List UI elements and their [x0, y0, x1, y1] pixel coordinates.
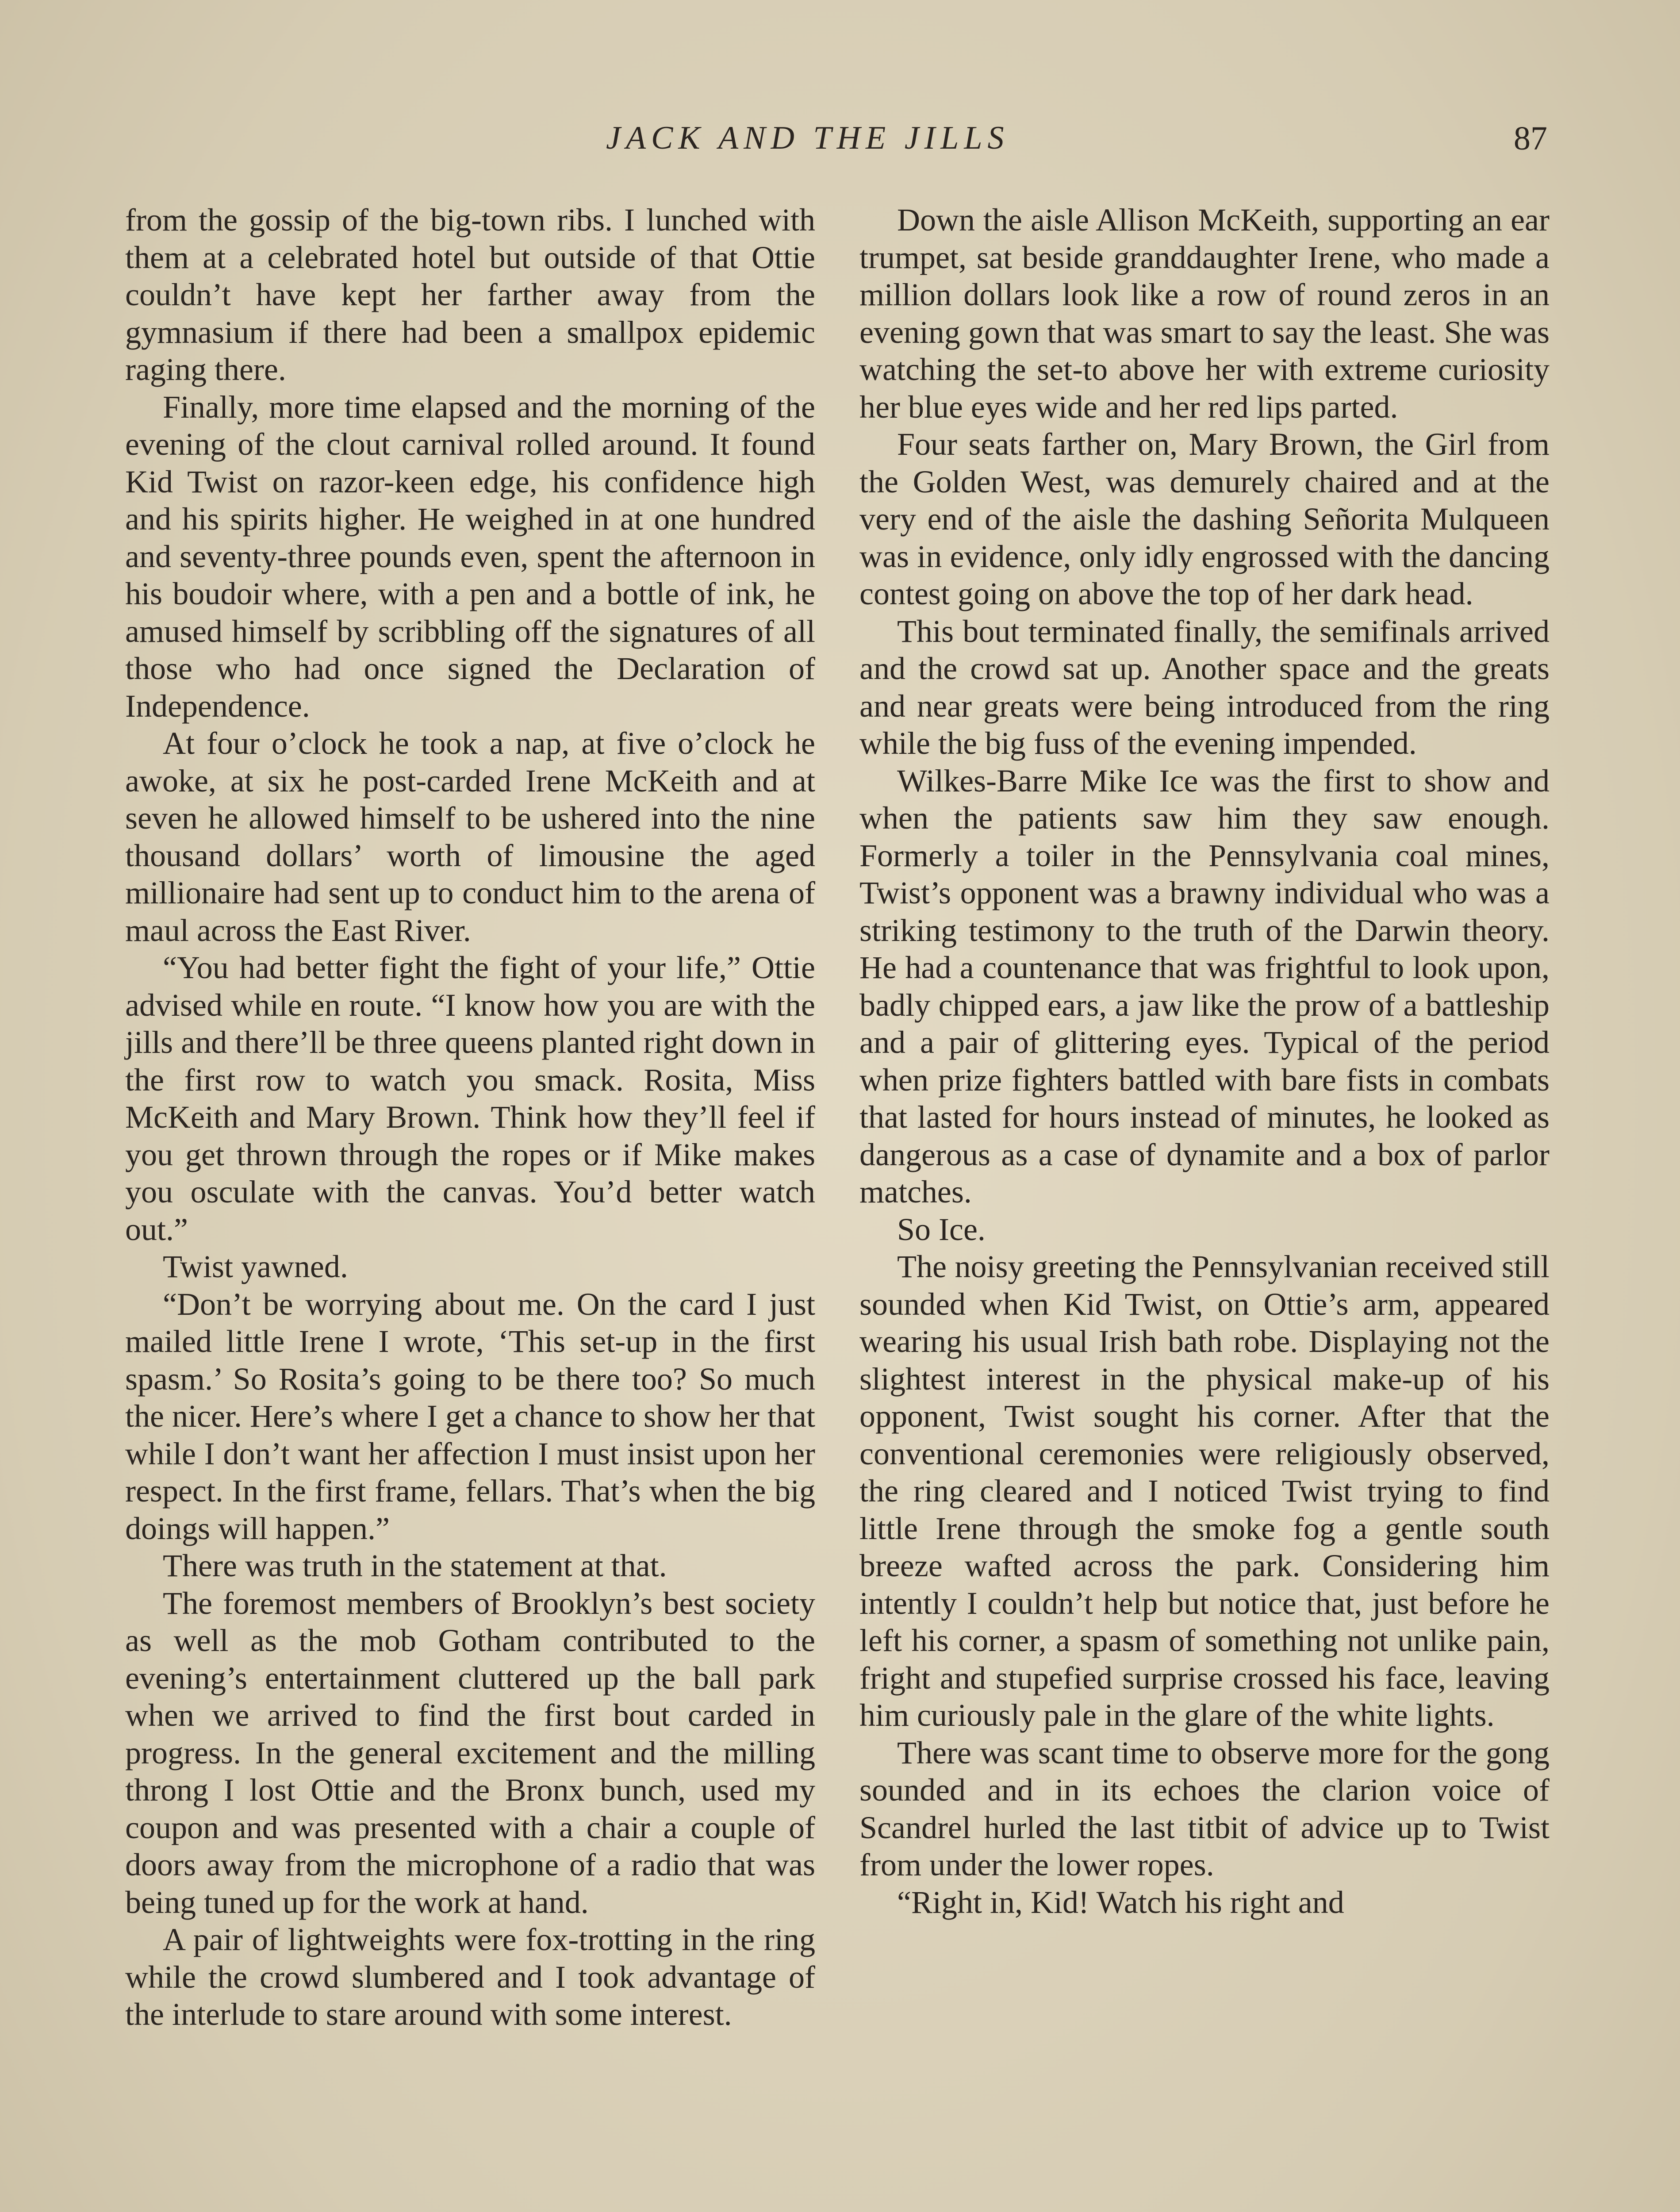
- paragraph: So Ice.: [897, 1211, 986, 1247]
- paragraph: Wilkes-Barre Mike Ice was the first to show and when the patients saw him they saw enough. Formerly a toiler in the Pennsylvania coal mines, Twist’s opponent was a brawny individual who was a striking testimony to the truth of the Darwin theory. He had a countenance that was frightful to look upon, badly chipped ears, a jaw like the prow of a battleship and a pair of glittering eyes. Typical of the period when prize fighters battled with bare fists in combats that lasted for hours instead of minutes, he looked as dangerous as a case of dynamite and a box of parlor matches.: [859, 763, 1550, 1210]
- paragraph: At four o’clock he took a nap, at five o’clock he awoke, at six he post-carded Irene McKeith and at seven he allowed himself to be ushered into the nine thousand dollars’ worth of limousine the aged millionaire had sent up to conduct him to the arena of maul across the East River.: [125, 726, 815, 948]
- paragraph: There was scant time to observe more for the gong sounded and in its echoes the clarion voice of Scandrel hurled the last titbit of advice up to Twist from under the lower ropes.: [859, 1735, 1550, 1882]
- right-column: [859, 201, 1550, 1921]
- paragraph: This bout terminated finally, the semifinals arrived and the crowd sat up. Another space and the greats and near greats were being introduced from the ring while the big fuss of the evening impended.: [859, 613, 1550, 761]
- paragraph: There was truth in the statement at that.: [163, 1548, 667, 1583]
- left-column: [125, 201, 815, 2033]
- paragraph: Finally, more time elapsed and the morning of the evening of the clout carnival rolled around. It found Kid Twist on razor-keen edge, his confidence high and his spirits higher. He weighed in at one hundred and seventy-three pounds even, spent the afternoon in his boudoir where, with a pen and a bottle of ink, he amused himself by scribbling off the signatures of all those who had once signed the Declaration of Independence.: [125, 389, 815, 724]
- paragraph: from the gossip of the big-town ribs. I lunched with them at a celebrated hotel but outside of that Ottie couldn’t have kept her farther away from the gymnasium if there had been a smallpox epidemic raging there.: [125, 202, 815, 387]
- page-number: 87: [1514, 120, 1547, 157]
- paragraph: Down the aisle Allison McKeith, supporting an ear trumpet, sat beside granddaughter Irene, who made a million dollars look like a row of round zeros in an evening gown that was smart to say the least. She was watching the set-to above her with extreme curiosity her blue eyes wide and her red lips parted.: [859, 202, 1550, 425]
- paragraph: “Don’t be worrying about me. On the card I just mailed little Irene I wrote, ‘This set-up in the first spasm.’ So Rosita’s going to be there too? So much the nicer. Here’s where I get a chance to show her that while I don’t want her affection I must insist upon her respect. In the first frame, fellars. That’s when the big doings will happen.”: [125, 1286, 815, 1546]
- running-title: JACK AND THE JILLS: [606, 120, 1009, 156]
- running-head: [0, 119, 1680, 168]
- paragraph: The noisy greeting the Pennsylvanian received still sounded when Kid Twist, on Ottie’s arm, appeared wearing his usual Irish bath robe. Displaying not the slightest interest in the physical make-up of his opponent, Twist sought his corner. After that the conventional ceremonies were religiously observed, the ring cleared and I noticed Twist trying to find little Irene through the smoke fog a gentle south breeze wafted across the park. Considering him intently I couldn’t help but notice that, just before he left his corner, a spasm of something not unlike pain, fright and stupefied surprise crossed his face, leaving him curiously pale in the glare of the white lights.: [859, 1249, 1550, 1733]
- paragraph: “Right in, Kid! Watch his right and: [897, 1884, 1344, 1920]
- paragraph: Four seats farther on, Mary Brown, the Girl from the Golden West, was demurely chaired and at the very end of the aisle the dashing Señorita Mulqueen was in evidence, only idly engrossed with the dancing contest going on above the top of her dark head.: [859, 426, 1550, 611]
- paragraph: Twist yawned.: [163, 1249, 348, 1284]
- paragraph: The foremost members of Brooklyn’s best society as well as the mob Gotham contributed to the evening’s entertainment cluttered up the ball park when we arrived to find the first bout carded in progress. In the general excitement and the milling throng I lost Ottie and the Bronx bunch, used my coupon and was presented with a chair a couple of doors away from the microphone of a radio that was being tuned up for the work at hand.: [125, 1585, 815, 1920]
- paragraph: “You had better fight the fight of your life,” Ottie advised while en route. “I know how you are with the jills and there’ll be three queens planted right down in the first row to watch you smack. Rosita, Miss McKeith and Mary Brown. Think how they’ll feel if you get thrown through the ropes or if Mike makes you osculate with the canvas. You’d better watch out.”: [125, 950, 815, 1247]
- paragraph: A pair of lightweights were fox-trotting in the ring while the crowd slumbered and I took advantage of the interlude to stare around with some interest.: [125, 1922, 815, 2032]
